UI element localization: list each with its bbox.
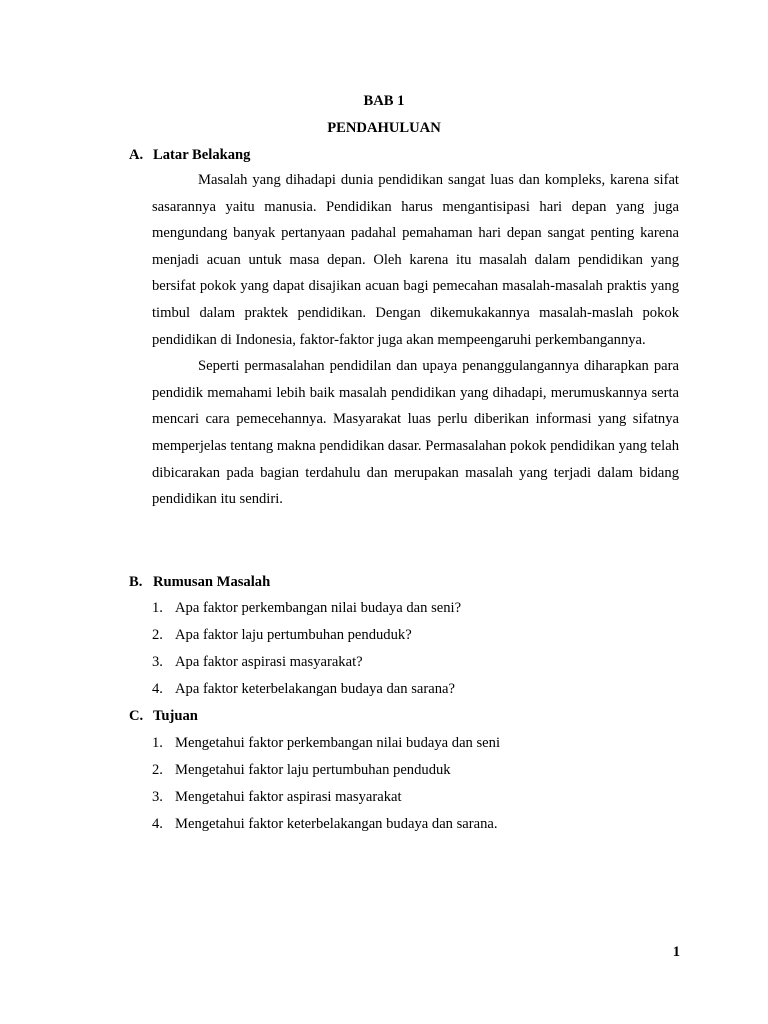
list-number: 2. — [152, 627, 163, 643]
tujuan-list — [152, 733, 500, 841]
paragraph: Masalah yang dihadapi dunia pendidikan sangat luas dan kompleks, karena sifat sasarannya yaitu manusia. Pendidikan harus mengantisipasi hari depan yang juga mengundang banyak pertanyaan padahal pemahaman hari depan sangat penting karena menjadi acuan untuk masa depan. Oleh karena itu masalah dalam pendidikan yang bersifat pokok yang dapat disajikan acuan bagi pemecahan masalah-masalah praktis yang timbul dalam praktek pendidikan. Dengan dikemukakannya masalah-maslah pokok pendidikan di Indonesia, faktor-faktor juga akan mempeengaruhi perkembangannya. — [152, 172, 679, 348]
list-item — [152, 625, 461, 652]
list-number: 3. — [152, 789, 163, 805]
section-heading-latar-belakang — [129, 145, 250, 165]
page-number: 1 — [672, 944, 680, 960]
section-letter: B. — [129, 574, 143, 590]
section-heading-rumusan-masalah — [129, 572, 270, 592]
list-number: 2. — [152, 762, 163, 778]
list-item — [152, 652, 461, 679]
section-title: Rumusan Masalah — [153, 574, 271, 590]
section-title: Tujuan — [153, 708, 198, 724]
chapter-number: BAB 1 — [363, 93, 405, 109]
list-number: 1. — [152, 600, 163, 616]
list-text: Apa faktor perkembangan nilai budaya dan seni? — [175, 600, 462, 616]
list-text: Mengetahui faktor laju pertumbuhan penduduk — [175, 762, 451, 778]
list-number: 3. — [152, 654, 163, 670]
section-letter: A. — [129, 147, 144, 163]
list-number: 1. — [152, 735, 163, 751]
paragraph: Seperti permasalahan pendidilan dan upaya penanggulangannya diharapkan para pendidik memahami lebih baik masalah pendidikan yang dihadapi, merumuskannya serta mencari cara pemecehannya. Masyarakat luas perlu diberikan informasi yang sifatnya memperjelas tentang makna pendidikan dasar. Permasalahan pokok pendidikan yang telah dibicarakan pada bagian terdahulu dan merupakan masalah yang terjadi dalam bidang pendidikan itu sendiri. — [152, 358, 679, 508]
chapter-title: PENDAHULUAN — [327, 120, 441, 136]
list-item — [152, 679, 461, 706]
list-text: Mengetahui faktor keterbelakangan budaya dan sarana. — [175, 816, 498, 832]
list-text: Apa faktor aspirasi masyarakat? — [175, 654, 363, 670]
list-item — [152, 760, 500, 787]
list-item — [152, 733, 500, 760]
list-number: 4. — [152, 816, 163, 832]
list-item — [152, 814, 500, 841]
latar-belakang-body — [152, 167, 679, 513]
list-text: Apa faktor laju pertumbuhan penduduk? — [175, 627, 412, 643]
list-text: Mengetahui faktor aspirasi masyarakat — [175, 789, 402, 805]
section-heading-tujuan — [129, 706, 198, 726]
list-text: Mengetahui faktor perkembangan nilai budaya dan seni — [175, 735, 501, 751]
rumusan-masalah-list — [152, 598, 461, 706]
list-item — [152, 598, 461, 625]
list-text: Apa faktor keterbelakangan budaya dan sarana? — [175, 681, 455, 697]
list-item — [152, 787, 500, 814]
section-title: Latar Belakang — [153, 147, 251, 163]
list-number: 4. — [152, 681, 163, 697]
section-letter: C. — [129, 708, 144, 724]
